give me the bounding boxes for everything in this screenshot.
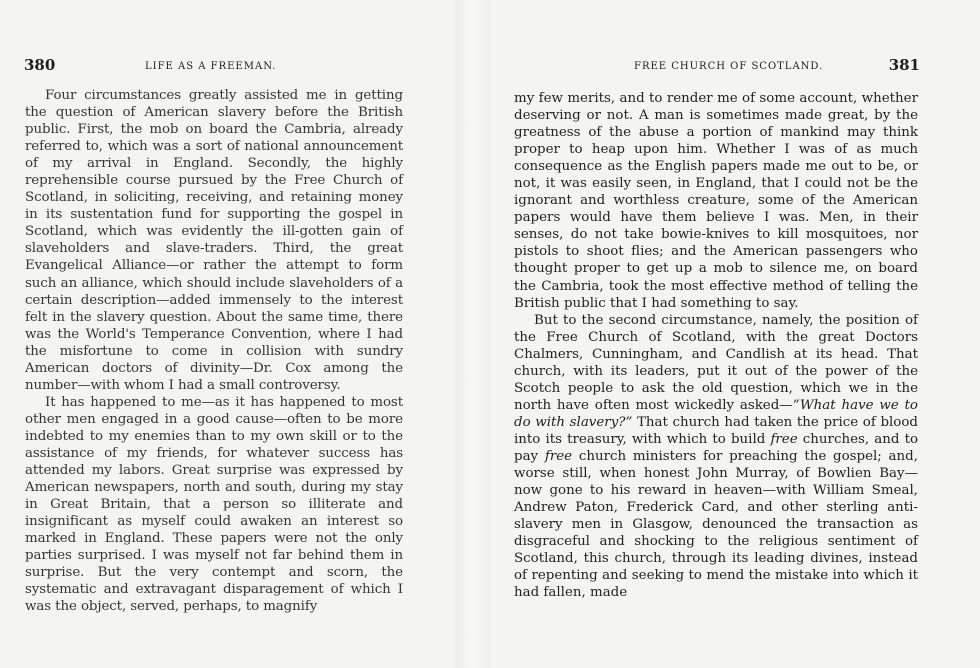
right-page-number: 381 [888, 56, 920, 74]
left-page-header [24, 56, 414, 76]
left-page [0, 0, 455, 668]
text-run: church ministers for preaching the gospel; and, worse still, when honest John Murray, of Bowlien Bay—now gone to his reward in heaven—with William Smeal, Andrew Paton, Frederick Card, and other sterling anti-slavery men in Glasgow, denounced the transaction as disgraceful and shocking to the religious sentiment of Scotland, this church, through its leading divines, instead of repenting and seeking to mend the mistake into which it had fallen, made [514, 448, 918, 601]
text-run: That church had taken the price of blood into its treasury, with which to build [514, 414, 919, 447]
text-run: churches, and to pay [514, 431, 919, 464]
right-page-header [512, 56, 920, 76]
italic-word: free [770, 431, 798, 447]
left-running-head: LIFE AS A FREEMAN. [145, 61, 277, 72]
paragraph [514, 312, 918, 602]
paragraph: It has happened to me—as it has happened to most other men engaged in a good cause—often to be more indebted to my enemies than to my own skill or to the assistance of my friends, for whatever success has attended my labors. Great surprise was expressed by American newspapers, north and south, during my stay in Great Britain, that a person so illiterate and insignificant as myself could awaken an interest so marked in England. These papers were not the only parties surprised. I was myself not far behind them in surprise. But the very contempt and scorn, the systematic and extravagant disparagement of which I was the object, served, perhaps, to magnify [25, 394, 403, 615]
right-page-text [514, 90, 918, 601]
left-page-text [25, 87, 403, 615]
book-gutter [455, 0, 490, 668]
right-page [490, 0, 980, 668]
italic-word: free [544, 448, 573, 464]
paragraph: my few merits, and to render me of some account, whether deserving or not. A man is sometimes made great, by the greatness of the abuse a portion of mankind may think proper to heap upon him. Whether I was of as much consequence as the English papers made me out to be, or not, it was easily seen, in England, that I could not be the ignorant and worthless creature, some of the American papers would have them believe I was. Men, in their senses, do not take bowie-knives to kill mosquitoes, nor pistols to shoot flies; and the American passengers who thought proper to get up a mob to silence me, on board the Cambria, took the most effective method of telling the British public that I had something to say. [514, 91, 918, 311]
paragraph: Four circumstances greatly assisted me in getting the question of American slavery before the British public. First, the mob on board the Cambria, already referred to, which was a sort of national announcement of my arrival in England. Secondly, the highly reprehensible course pursued by the Free Church of Scotland, in soliciting, receiving, and retaining money in its sustentation fund for supporting the gospel in Scotland, which was evidently the ill-gotten gain of slaveholders and slave-traders. Third, the great Evangelical Alliance—or rather the attempt to form such an alliance, which should include slaveholders of a certain description—added immensely to the interest felt in the slavery question. About the same time, there was the World's Temperance Convention, where I had the misfortune to come in collision with sundry American doctors of divinity—Dr. Cox among the number—with whom I had a small controversy. [25, 88, 403, 393]
left-page-number: 380 [24, 56, 56, 74]
text-run: But to the second circumstance, namely, the position of the Free Church of Scotland, with the great Doctors Chalmers, Cunningham, and Candlish at its head. That church, with its leaders, put it out of the power of the Scotch people to ask the old question, which we in the north have often most wickedly asked— [514, 312, 918, 413]
italic-quote: “What have we to do with slavery?” [514, 397, 918, 430]
right-running-head: FREE CHURCH OF SCOTLAND. [634, 61, 824, 72]
